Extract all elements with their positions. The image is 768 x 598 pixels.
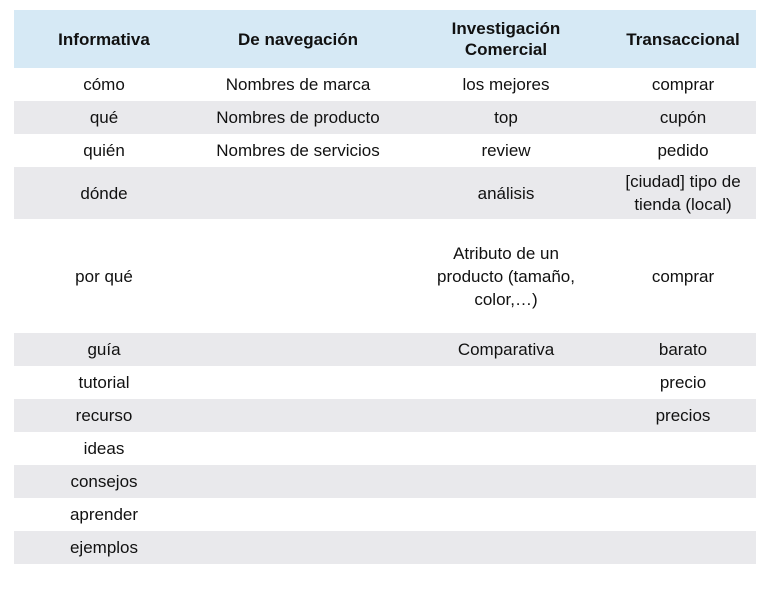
table-cell (402, 366, 610, 399)
table-cell: recurso (14, 399, 194, 432)
table-cell: comprar (651, 266, 715, 286)
table-cell (194, 432, 402, 465)
table-cell (610, 531, 756, 564)
table-cell (194, 167, 402, 219)
table-cell (402, 432, 610, 465)
table-cell: review (481, 141, 531, 160)
table-cell: dónde (14, 167, 194, 219)
table-cell: cómo (83, 75, 125, 94)
table-cell (402, 531, 610, 564)
table-cell: Nombres de servicios (216, 141, 380, 160)
table-cell: los mejores (462, 75, 550, 94)
table-row (14, 498, 756, 531)
table-cell: quién (83, 141, 125, 160)
table-cell (402, 498, 610, 531)
table-cell: tutorial (78, 373, 130, 392)
table-cell: precio (659, 373, 707, 392)
table-cell (610, 432, 756, 465)
table-row (14, 399, 756, 432)
table-cell: consejos (14, 465, 194, 498)
table-cell: ideas (83, 439, 125, 458)
table-cell (194, 531, 402, 564)
table-row (14, 134, 756, 167)
table-cell (194, 219, 402, 333)
table-cell: precios (610, 399, 756, 432)
header-investigacion-comercial: Investigación Comercial (402, 10, 610, 68)
table-cell: ejemplos (14, 531, 194, 564)
table-cell: Atributo de un producto (tamaño, color,…) (437, 243, 575, 309)
table-row (14, 366, 756, 399)
table-row (14, 167, 756, 219)
table-row (14, 432, 756, 465)
table-cell: Comparativa (402, 333, 610, 366)
table-cell (194, 399, 402, 432)
table-cell: por qué (75, 266, 133, 286)
table-cell: aprender (69, 505, 139, 524)
table-row (14, 333, 756, 366)
table-cell: comprar (651, 75, 715, 94)
table-cell: barato (610, 333, 756, 366)
table-cell: qué (14, 101, 194, 134)
header-row (14, 10, 756, 68)
table-cell (194, 333, 402, 366)
table-cell: top (402, 101, 610, 134)
header-informativa: Informativa (14, 10, 194, 68)
table-cell: guía (14, 333, 194, 366)
table-cell: análisis (402, 167, 610, 219)
header-de-navegacion: De navegación (194, 10, 402, 68)
table-cell: Nombres de producto (194, 101, 402, 134)
table-row (14, 219, 756, 333)
table-cell: Nombres de marca (225, 75, 371, 94)
table-cell: pedido (657, 141, 709, 160)
table-row (14, 465, 756, 498)
keyword-intent-table (14, 10, 756, 564)
table-row (14, 531, 756, 564)
table-cell (402, 465, 610, 498)
table-cell: cupón (610, 101, 756, 134)
table-cell (194, 366, 402, 399)
header-transaccional: Transaccional (610, 10, 756, 68)
table-cell (402, 399, 610, 432)
table-cell (194, 498, 402, 531)
table-cell (610, 498, 756, 531)
table-row (14, 101, 756, 134)
table-cell (610, 465, 756, 498)
table-cell: [ciudad] tipo de tienda (local) (610, 167, 756, 219)
table-row (14, 68, 756, 101)
table-cell (194, 465, 402, 498)
